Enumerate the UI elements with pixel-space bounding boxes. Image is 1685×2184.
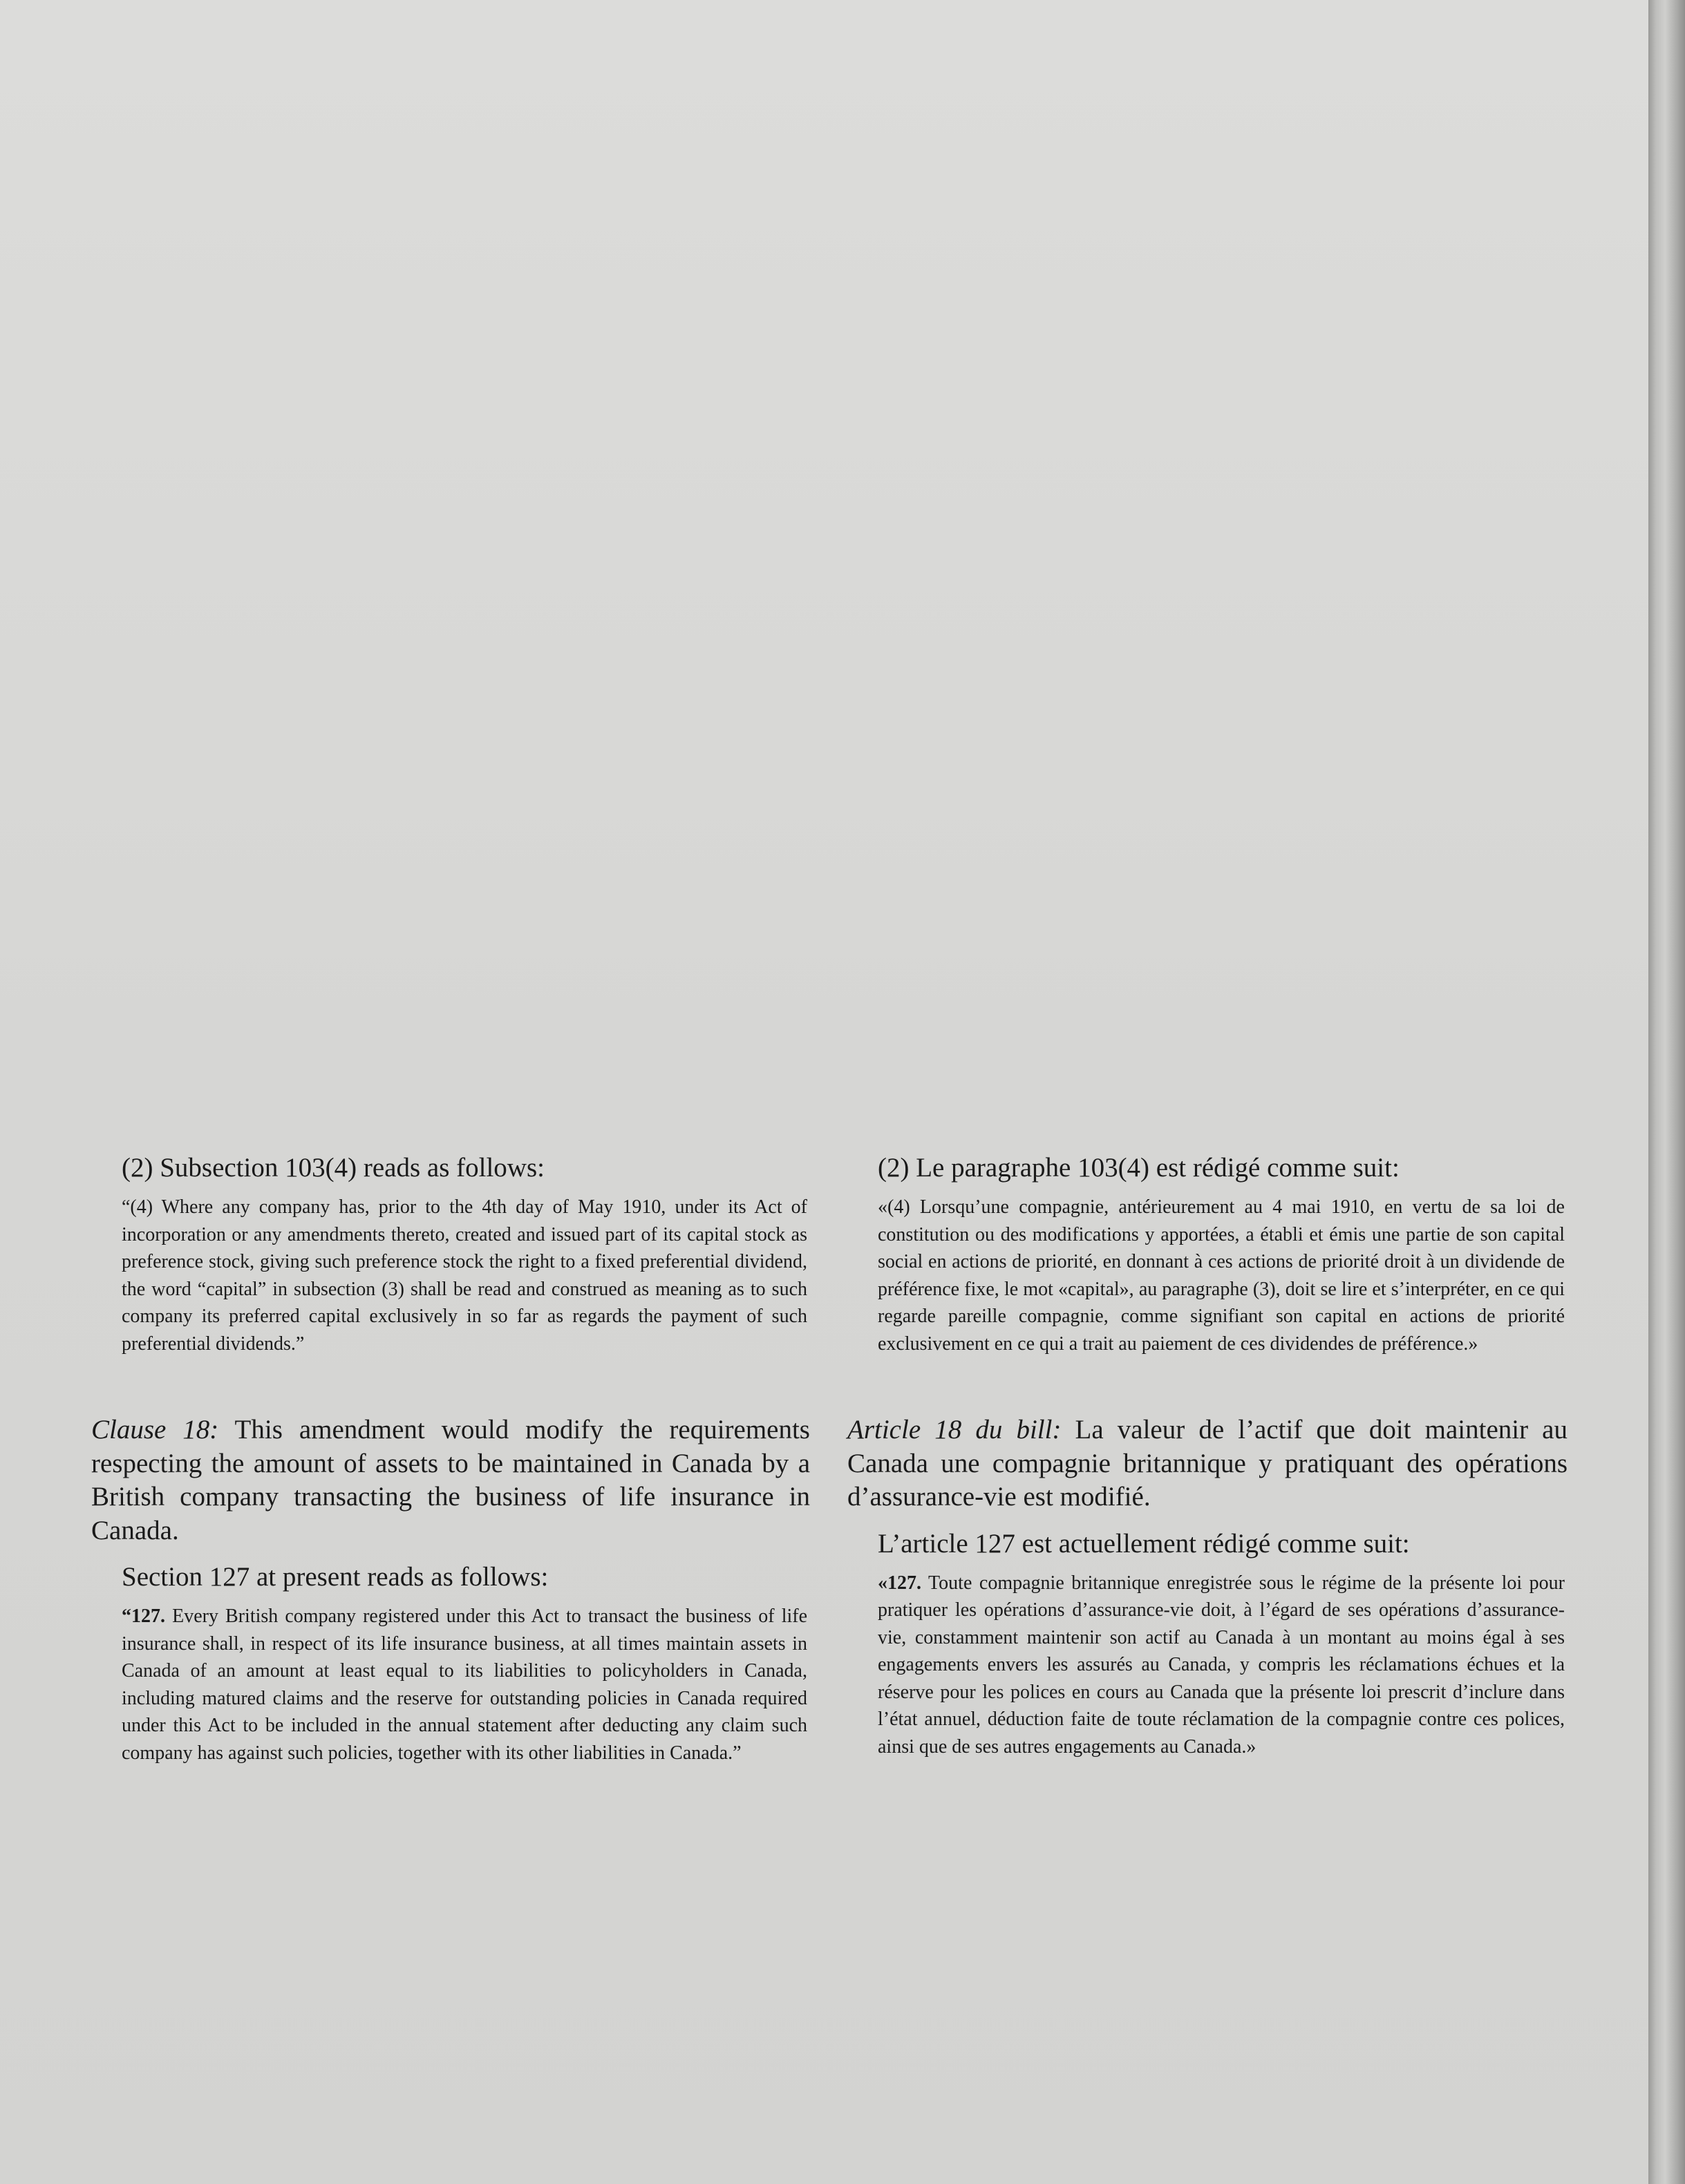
section-number-fr: «127.: [878, 1572, 921, 1594]
clause-paragraph-en: [91, 1413, 810, 1547]
english-column: [91, 1151, 810, 1767]
bleed-through-shadow: [843, 138, 1465, 622]
clause-text-en: This amendment would modify the requirements respecting the amount of assets to be maintained in Canada by a British company transacting the business of life insurance in Canada.: [91, 1415, 810, 1545]
section-quote-text-fr: Toute compagnie britannique enregistrée sous le régime de la présente loi pour pratiquer les opérations d’assurance-vie doit, à l’égard de ses opérations d’assurance-vie, constamment maintenir son actif au Canada à un montant au moins égal à ses engagements envers les assurés au Canada, y compris les réclamations échues et la réserve pour les polices en cours au Canada que la présente loi prescrit d’inclure dans l’état annuel, déduction faite de toute réclamation de la compagnie contre ces polices, ainsi que de ses autres engagements au Canada.»: [878, 1572, 1565, 1758]
section-quote-fr: [847, 1570, 1568, 1761]
subsection-heading-en: (2) Subsection 103(4) reads as follows:: [122, 1153, 545, 1183]
section-quote-en: [91, 1603, 810, 1767]
clause-label-fr: Article 18 du bill:: [847, 1415, 1062, 1444]
subsection-heading-fr: (2) Le paragraphe 103(4) est rédigé comme suit:: [878, 1153, 1400, 1183]
section-heading-en: Section 127 at present reads as follows:: [122, 1562, 549, 1592]
subsection-quote-fr: «(4) Lorsqu’une compagnie, antérieurement au 4 mai 1910, en vertu de sa loi de constitution ou des modifications y apportées, a établi et émis une partie de son capital social en actions de priorité, en donnant à ces actions de priorité droit à un dividende de préférence fixe, le mot «capital», au paragraphe (3), doit se lire et s’interpréter, en ce qui regarde pareille compagnie, comme signifiant son capital en actions de priorité exclusivement en ce qui a trait au paiement de ces dividendes de préférence.»: [878, 1196, 1565, 1355]
section-heading-fr: L’article 127 est actuellement rédigé comme suit:: [878, 1528, 1410, 1559]
subsection-quote-en: “(4) Where any company has, prior to the 4th day of May 1910, under its Act of incorporation or any amendments thereto, created and issued part of its capital stock as preference stock, giving such preference stock the right to a fixed preferential dividend, the word “capital” in subsection (3) shall be read and construed as meaning as to such company its preferred capital exclusively in so far as regards the payment of such preferential dividends.”: [122, 1196, 807, 1355]
clause-paragraph-fr: [847, 1413, 1568, 1514]
clause-text-fr: La valeur de l’actif que doit maintenir au Canada une compagnie britannique y pratiquant des opérations d’assurance-vie est modifié.: [847, 1415, 1568, 1512]
page-stack-edge: [1648, 0, 1685, 2184]
section-quote-text-en: Every British company registered under this Act to transact the business of life insurance shall, in respect of its life insurance business, at all times maintain assets in Canada of an amount at least equal to its liabilities to policyholders in Canada, including matured claims and the reserve for outstanding policies in Canada required under this Act to be included in the annual statement after deducting any claim such company has against such policies, together with its other liabilities in Canada.”: [122, 1606, 807, 1764]
french-column: [847, 1151, 1568, 1760]
bleed-through-shadow: [194, 138, 816, 429]
clause-label-en: Clause 18:: [91, 1415, 219, 1444]
section-number-en: “127.: [122, 1606, 165, 1627]
